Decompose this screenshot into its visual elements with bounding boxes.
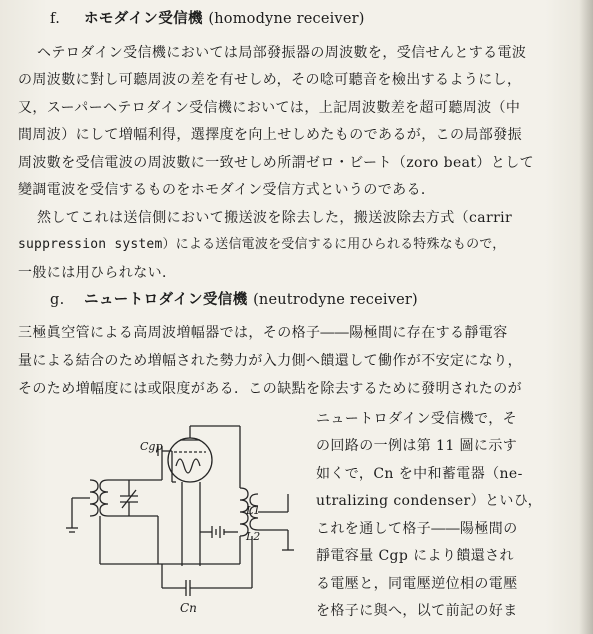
section-g-title-ja: ニュートロダイン受信機 <box>84 291 248 308</box>
section-g-side-line-5: これを通して格子――陽極間の <box>316 521 518 537</box>
section-g-line-1: 三極眞空管による高周波増幅器では，その格子――陽極間に存在する靜電容 <box>18 325 508 341</box>
label-cgp: Cgp <box>140 440 163 453</box>
section-f-title-ja: ホモダイン受信機 <box>84 10 203 27</box>
section-f-number: f. <box>50 11 61 27</box>
label-l2: L2 <box>246 530 261 543</box>
section-f-line-9: 一般には用ひられない． <box>18 265 177 281</box>
section-g-side-line-7: る電壓と，同電壓逆位相の電壓 <box>316 576 518 592</box>
section-f-line-5: 周波數を受信電波の周波數に一致せしめ所謂ゼロ・ビート（zoro beat）として <box>18 155 535 171</box>
cn-capacitor-icon <box>162 536 252 596</box>
section-g-side-line-6: 靜電容量 Cgp により饋還され <box>316 548 514 564</box>
battery-icon <box>200 526 238 538</box>
section-g-line-3: そのため増幅度には或限度がある．この缺點を除去するために發明されたのが <box>18 381 522 397</box>
section-g-side-line-1: ニュートロダイン受信機で，そ <box>316 411 518 427</box>
section-g-side-line-8: を格子に與へ，以て前記の好ま <box>316 603 518 619</box>
page-edge-shadow <box>579 0 593 634</box>
section-f-line-2: の周波數に對し可聽周波の差を有せしめ，その唸可聽音を檢出するようにし， <box>18 72 522 88</box>
section-f-line-6: 變調電波を受信するものをホモダイン受信方式というのである． <box>18 182 436 198</box>
input-coil-icon <box>66 480 108 532</box>
section-f-line-7: 然してこれは送信側において搬送波を除去した，搬送波除去方式（carrir <box>37 210 513 226</box>
section-g-title-en: (neutrodyne receiver) <box>253 292 418 308</box>
section-f-heading <box>50 10 365 28</box>
section-f-line-4: 間周波）にして増幅利得，選擇度を向上せしめたものであるが，この局部發振 <box>18 127 522 143</box>
section-f-line-1: ヘテロダイン受信機においては局部發振器の周波數を，受信せんとする電波 <box>37 45 527 61</box>
section-g-side-line-3: 如くで，Cn を中和蓄電器（ne- <box>316 466 523 482</box>
section-f-title-en: (homodyne receiver) <box>208 11 365 27</box>
vacuum-tube-icon <box>168 426 212 482</box>
section-g-side-line-4: utralizing condenser）といひ， <box>316 493 543 509</box>
section-g-number: g. <box>50 292 65 308</box>
tuning-capacitor-icon <box>120 480 138 516</box>
section-g-line-2: 量による結合のため増幅された勢力が入力側へ饋還して働作が不安定になり， <box>18 353 522 369</box>
section-g-side-line-2: の回路の一例は第 11 圖に示す <box>316 438 518 454</box>
section-g-heading <box>50 291 418 309</box>
label-l1: L1 <box>246 504 261 517</box>
section-f-line-3: 又，スーパーヘテロダイン受信機においては，上記周波數差を超可聽周波（中 <box>18 100 521 116</box>
label-cn: Cn <box>180 601 197 615</box>
section-f-line-8: suppression system）による送信電波を受信するに用ひられる特殊なもので， <box>18 237 506 252</box>
circuit-diagram <box>62 416 318 622</box>
